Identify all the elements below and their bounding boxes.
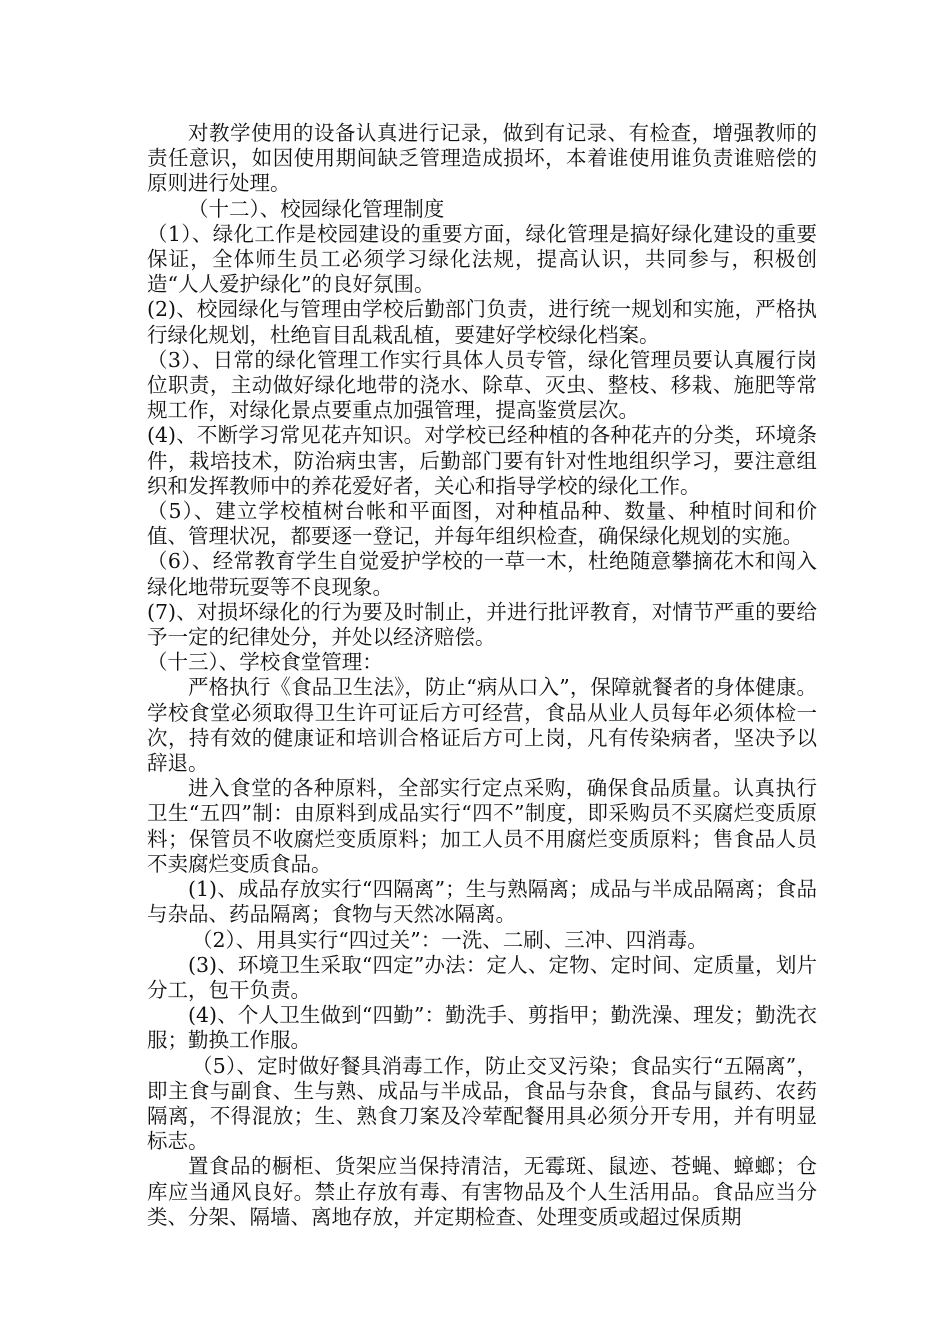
greening-item-1: （1）、绿化工作是校园建设的重要方面，绿化管理是搞好绿化建设的重要保证，全体师生员工必须学习绿化法规，提高认识，共同参与，积极创造“人人爱护绿化”的良好氛围。 (147, 221, 817, 297)
greening-item-3: （3）、日常的绿化管理工作实行具体人员专管，绿化管理员要认真履行岗位职责，主动做好绿化地带的浇水、除草、灭虫、整枝、移栽、施肥等常规工作，对绿化景点要重点加强管理，提高鉴赏层次。 (147, 347, 817, 423)
document-body (147, 121, 817, 1230)
greening-item-7: (7)、对损坏绿化的行为要及时制止，并进行批评教育，对情节严重的要给予一定的纪律处分，并处以经济赔偿。 (147, 599, 817, 650)
greening-item-2: (2)、校园绿化与管理由学校后勤部门负责，进行统一规划和实施，严格执行绿化规划，杜绝盲目乱栽乱植，要建好学校绿化档案。 (147, 297, 817, 347)
greening-item-6: （6）、经常教育学生自觉爱护学校的一草一木，杜绝随意攀摘花木和闯入绿化地带玩耍等不良现象。 (147, 549, 817, 599)
section-heading-canteen: （十三）、学校食堂管理： (147, 650, 383, 675)
canteen-paragraph-procurement: 进入食堂的各种原料，全部实行定点采购，确保食品质量。认真执行卫生“五四”制：由原料到成品实行“四不”制度，即采购员不买腐烂变质原料；保管员不收腐烂变质原料；加工人员不用腐烂变质原料；售食品人员不卖腐烂变质食品。 (147, 776, 817, 876)
canteen-item-3: (3)、环境卫生采取“四定”办法：定人、定物、定时间、定质量，划片分工，包干负责。 (147, 952, 817, 1002)
canteen-paragraph-storage: 置食品的橱柜、货架应当保持清洁，无霉斑、鼠迹、苍蝇、蟑螂；仓库应当通风良好。禁止存放有毒、有害物品及个人生活用品。食品应当分类、分架、隔墙、离地存放，并定期检查、处理变质或超过保质期 (147, 1154, 817, 1229)
section-heading-greening: （十二）、校园绿化管理制度 (188, 196, 445, 221)
paragraph-equipment-records: 对教学使用的设备认真进行记录，做到有记录、有检查，增强教师的责任意识，如因使用期间缺乏管理造成损坏，本着谁使用谁负责谁赔偿的原则进行处理。 (147, 121, 817, 196)
canteen-item-2: （2）、用具实行“四过关”：一洗、二刷、三冲、四消毒。 (192, 927, 708, 952)
greening-item-5: （5）、建立学校植树台帐和平面图，对种植品种、数量、种植时间和价值、管理状况，都要逐一登记，并每年组织检查，确保绿化规划的实施。 (147, 499, 817, 549)
canteen-item-5: （5）、定时做好餐具消毒工作，防止交叉污染；食品实行“五隔离”，即主食与副食、生与熟、成品与半成品，食品与杂食，食品与鼠药、农药隔离，不得混放；生、熟食刀案及冷荤配餐用具必须分开专用，并有明显标志。 (147, 1053, 817, 1154)
canteen-paragraph-hygiene-law: 严格执行《食品卫生法》，防止“病从口入”，保障就餐者的身体健康。学校食堂必须取得卫生许可证后方可经营，食品从业人员每年必须体检一次，持有效的健康证和培训合格证后方可上岗，凡有传染病者，坚决予以辞退。 (147, 675, 817, 776)
canteen-item-1: (1)、成品存放实行“四隔离”；生与熟隔离；成品与半成品隔离；食品与杂品、药品隔离；食物与天然冰隔离。 (147, 877, 817, 927)
canteen-item-4: (4)、个人卫生做到“四勤”：勤洗手、剪指甲；勤洗澡、理发；勤洗衣服；勤换工作服。 (147, 1003, 817, 1053)
greening-item-4: (4)、不断学习常见花卉知识。对学校已经种植的各种花卉的分类，环境条件，栽培技术，防治病虫害，后勤部门要有针对性地组织学习，要注意组织和发挥教师中的养花爱好者，关心和指导学校的绿化工作。 (147, 423, 817, 498)
